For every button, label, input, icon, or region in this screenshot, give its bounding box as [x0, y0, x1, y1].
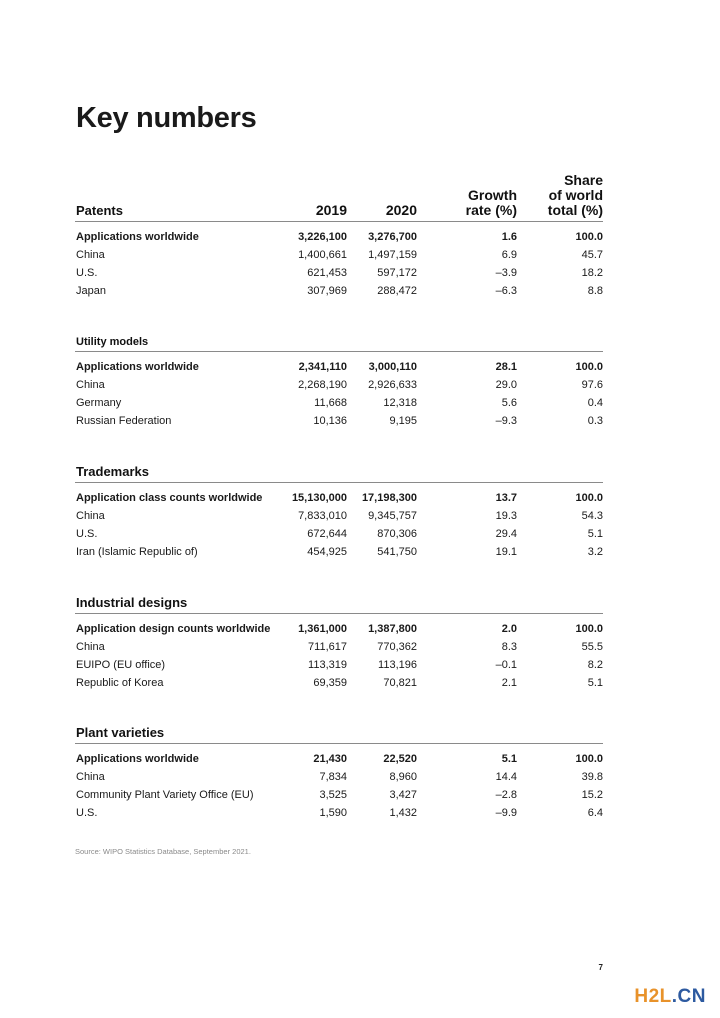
table-row: [75, 246, 603, 264]
cell-2020: 770,362: [377, 641, 417, 653]
row-label: China: [76, 249, 105, 261]
cell-share: 8.8: [587, 285, 603, 297]
cell-2019: 621,453: [307, 267, 347, 279]
cell-2019: 711,617: [308, 641, 347, 653]
col-header-2019: 2019: [315, 202, 347, 218]
table-row: [75, 638, 603, 656]
table-row: [75, 804, 603, 822]
section-title: Industrial designs: [76, 595, 188, 610]
row-label: China: [76, 379, 105, 391]
section-header: [75, 331, 603, 352]
row-label: China: [76, 510, 105, 522]
cell-2020: 70,821: [383, 677, 417, 689]
cell-2019: 21,430: [313, 753, 347, 765]
source-note: Source: WIPO Statistics Database, September 2021.: [75, 847, 251, 856]
section-patents: [75, 170, 603, 300]
section-rows: [75, 614, 603, 692]
cell-2019: 1,590: [319, 807, 347, 819]
col-header-share-line1: Share: [564, 172, 603, 188]
section-plant-varieties: [75, 720, 603, 822]
cell-share: 100.0: [575, 753, 603, 765]
col-header-growth-line1: Growth: [468, 187, 517, 203]
col-header-share-line2: of world: [548, 187, 603, 203]
col-header-2020: 2020: [385, 202, 417, 218]
cell-2019: 3,525: [319, 789, 347, 801]
cell-2019: 2,341,110: [298, 361, 347, 373]
cell-2019: 2,268,190: [298, 379, 347, 391]
cell-2020: 17,198,300: [361, 492, 417, 504]
cell-growth: 29.0: [495, 379, 517, 391]
cell-share: 5.1: [587, 677, 603, 689]
cell-2020: 3,276,700: [368, 231, 417, 243]
table-row: [75, 656, 603, 674]
cell-share: 18.2: [581, 267, 603, 279]
cell-2019: 69,359: [313, 677, 347, 689]
cell-2020: 288,472: [377, 285, 417, 297]
cell-2020: 8,960: [389, 771, 417, 783]
cell-share: 0.4: [587, 397, 603, 409]
section-rows: [75, 744, 603, 822]
section-header: [75, 720, 603, 744]
cell-growth: 29.4: [495, 528, 517, 540]
cell-2020: 22,520: [383, 753, 417, 765]
section-header: [75, 170, 603, 222]
table-row: [75, 786, 603, 804]
section-trademarks: [75, 459, 603, 561]
cell-share: 15.2: [581, 789, 603, 801]
table-row-total: [75, 358, 603, 376]
cell-2019: 10,136: [313, 415, 347, 427]
cell-2020: 1,497,159: [368, 249, 417, 261]
cell-share: 100.0: [575, 231, 603, 243]
cell-2019: 672,644: [307, 528, 347, 540]
cell-growth: 2.1: [501, 677, 517, 689]
col-header-growth-line2: rate (%): [465, 202, 517, 218]
row-label: Community Plant Variety Office (EU): [76, 789, 254, 801]
section-industrial-designs: [75, 590, 603, 692]
cell-2020: 1,387,800: [368, 623, 417, 635]
row-label: Applications worldwide: [76, 231, 199, 243]
table-row: [75, 543, 603, 561]
cell-growth: –9.9: [495, 807, 517, 819]
table-row: [75, 507, 603, 525]
cell-growth: 6.9: [501, 249, 517, 261]
table-row-total: [75, 620, 603, 638]
cell-2020: 9,345,757: [368, 510, 417, 522]
cell-2019: 1,361,000: [298, 623, 347, 635]
section-title: Trademarks: [76, 464, 149, 479]
section-rows: [75, 483, 603, 561]
row-label: U.S.: [76, 267, 98, 279]
cell-growth: –9.3: [495, 415, 517, 427]
cell-2019: 307,969: [307, 285, 347, 297]
section-rows: [75, 352, 603, 430]
cell-2019: 113,319: [308, 659, 347, 671]
row-label: Republic of Korea: [76, 677, 164, 689]
table-row: [75, 674, 603, 692]
row-label: Iran (Islamic Republic of): [76, 546, 198, 558]
cell-2019: 7,833,010: [298, 510, 347, 522]
cell-growth: 5.1: [501, 753, 517, 765]
row-label: China: [76, 771, 105, 783]
cell-growth: 5.6: [501, 397, 517, 409]
cell-growth: 28.1: [495, 361, 517, 373]
cell-share: 8.2: [587, 659, 603, 671]
cell-growth: 19.1: [495, 546, 517, 558]
cell-share: 5.1: [587, 528, 603, 540]
row-label: China: [76, 641, 105, 653]
table-row: [75, 394, 603, 412]
cell-share: 0.3: [587, 415, 603, 427]
table-row-total: [75, 750, 603, 768]
table-row: [75, 768, 603, 786]
cell-share: 39.8: [581, 771, 603, 783]
table-row: [75, 376, 603, 394]
cell-share: 100.0: [575, 623, 603, 635]
cell-share: 97.6: [581, 379, 603, 391]
table-row: [75, 412, 603, 430]
cell-2019: 11,668: [314, 397, 347, 409]
table-row: [75, 282, 603, 300]
section-title: Patents: [76, 203, 123, 218]
row-label: U.S.: [76, 528, 98, 540]
cell-growth: –3.9: [495, 267, 517, 279]
cell-growth: 8.3: [501, 641, 517, 653]
watermark-part2: .CN: [671, 986, 706, 1007]
section-header: [75, 590, 603, 614]
cell-share: 45.7: [581, 249, 603, 261]
cell-growth: 19.3: [495, 510, 517, 522]
cell-2019: 15,130,000: [291, 492, 347, 504]
section-title: Plant varieties: [76, 725, 165, 740]
cell-growth: –0.1: [495, 659, 517, 671]
col-header-share-line3: total (%): [547, 202, 603, 218]
cell-share: 54.3: [581, 510, 603, 522]
cell-2019: 7,834: [319, 771, 347, 783]
cell-2020: 2,926,633: [368, 379, 417, 391]
cell-growth: 14.4: [495, 771, 517, 783]
watermark-logo: [634, 986, 706, 1008]
table-row-total: [75, 228, 603, 246]
row-label: Japan: [76, 285, 106, 297]
col-header-share: [548, 173, 603, 218]
col-header-growth: [466, 188, 517, 218]
cell-2020: 1,432: [389, 807, 417, 819]
row-label: Application design counts worldwide: [76, 623, 271, 635]
row-label: Germany: [76, 397, 122, 409]
section-utility-models: [75, 331, 603, 430]
cell-growth: –6.3: [495, 285, 517, 297]
cell-growth: 2.0: [501, 623, 517, 635]
row-label: EUIPO (EU office): [76, 659, 166, 671]
page-title: Key numbers: [76, 102, 257, 134]
section-rows: [75, 222, 603, 300]
watermark-part1: H2L: [634, 986, 672, 1007]
cell-share: 3.2: [587, 546, 603, 558]
cell-2020: 9,195: [389, 415, 417, 427]
cell-2020: 3,000,110: [368, 361, 417, 373]
cell-share: 100.0: [575, 361, 603, 373]
cell-share: 55.5: [581, 641, 603, 653]
cell-2020: 113,196: [378, 659, 417, 671]
cell-2020: 12,318: [383, 397, 417, 409]
cell-2019: 3,226,100: [298, 231, 347, 243]
row-label: Application class counts worldwide: [76, 492, 263, 504]
cell-growth: 1.6: [501, 231, 517, 243]
cell-2020: 870,306: [377, 528, 417, 540]
row-label: Russian Federation: [76, 415, 172, 427]
table-row: [75, 525, 603, 543]
cell-2020: 541,750: [377, 546, 417, 558]
table-row-total: [75, 489, 603, 507]
page-number: 7: [598, 963, 603, 972]
cell-share: 100.0: [575, 492, 603, 504]
row-label: Applications worldwide: [76, 361, 199, 373]
cell-2020: 597,172: [377, 267, 417, 279]
row-label: U.S.: [76, 807, 98, 819]
row-label: Applications worldwide: [76, 753, 199, 765]
cell-2020: 3,427: [389, 789, 417, 801]
cell-2019: 1,400,661: [298, 249, 347, 261]
cell-2019: 454,925: [307, 546, 347, 558]
section-title: Utility models: [76, 336, 149, 348]
cell-growth: –2.8: [495, 789, 517, 801]
table-row: [75, 264, 603, 282]
cell-share: 6.4: [587, 807, 603, 819]
cell-growth: 13.7: [495, 492, 517, 504]
section-header: [75, 459, 603, 483]
